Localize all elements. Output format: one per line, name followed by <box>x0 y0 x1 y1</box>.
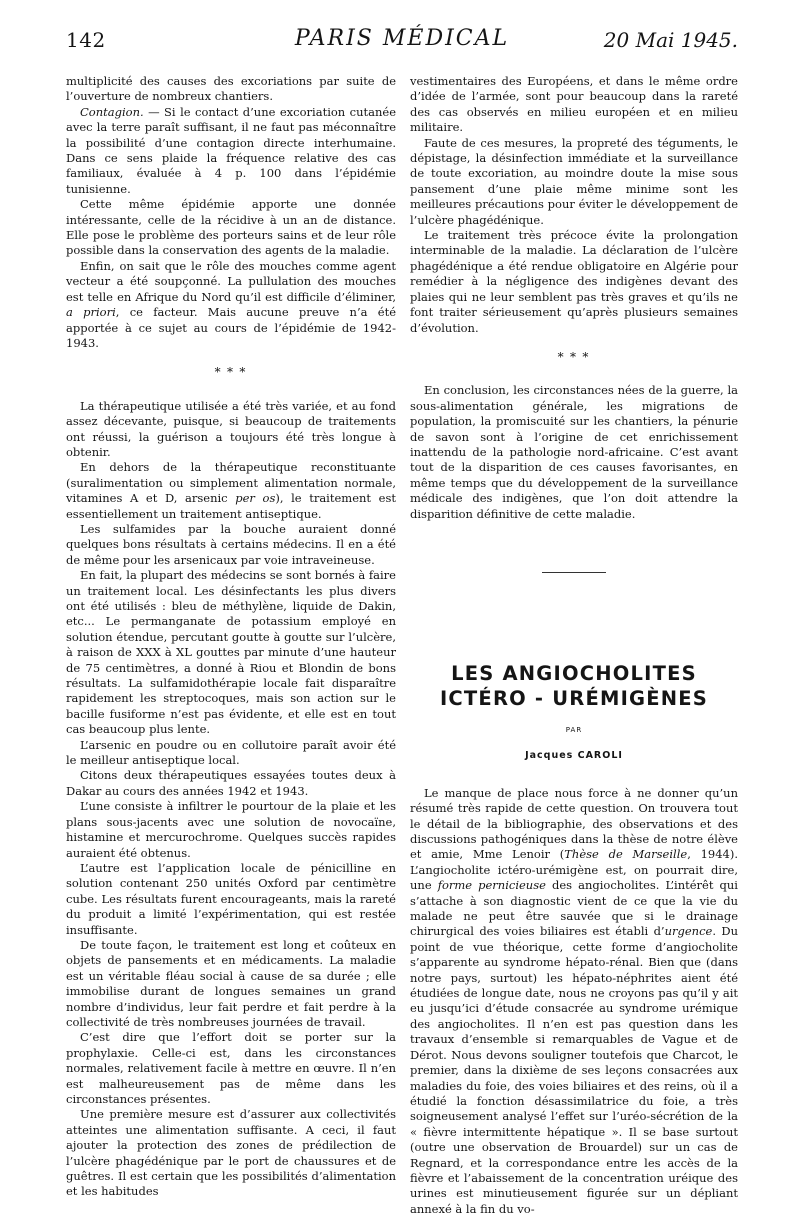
paragraph: L’arsenic en poudre ou en collutoire paraît avoir été le meilleur antiseptique local. <box>66 737 396 768</box>
left-column <box>66 74 396 1200</box>
paragraph: Contagion. — Si le contact d’une excoriation cutanée avec la terre paraît suffisant, il ne faut pas méconnaître la possibilité d’une contagion directe interhumaine. Dans ce sens plaide la fréquence relative des cas familiaux, évaluée à 4 p. 100 dans l’épidémie tunisienne. <box>66 104 396 196</box>
paragraph: Une première mesure est d’assurer aux collectivités atteintes une alimentation suffisante. A ceci, il faut ajouter la protection des zones de prédilection de l’ulcère phagédénique par le port de chaussures et de guêtres. Il est certain que les possibilités d’alimentation et les habitudes <box>66 1107 396 1199</box>
paragraph: vestimentaires des Européens, et dans le même ordre d’idée de l’armée, sont pour beaucoup dans la rareté des cas observés en milieu européen et en milieu militaire. <box>410 74 738 135</box>
paragraph: C’est dire que l’effort doit se porter sur la prophylaxie. Celle-ci est, dans les circonstances normales, relativement facile à mettre en œuvre. Il n’en est malheureusement pas de même dans les circonstances présentes. <box>66 1030 396 1106</box>
paragraph: Citons deux thérapeutiques essayées toutes deux à Dakar au cours des années 1942 et 1943. <box>66 768 396 798</box>
paragraph: De toute façon, le traitement est long et coûteux en objets de pansements et en médicaments. La maladie est un véritable fléau social à cause de sa durée ; elle immobilise durant de longues semaines un grand nombre d’individus, leur fait perdre et fait perdre à la collectivité de très nombreuses journées de travail. <box>66 937 396 1029</box>
page-header <box>66 26 738 66</box>
paragraph: La thérapeutique utilisée a été très variée, et au fond assez décevante, puisque, si beaucoup de traitements ont réussi, la guérison a toujours été très longue à obtenir. <box>66 398 396 459</box>
article-title <box>410 661 738 711</box>
paragraph: Faute de ces mesures, la propreté des téguments, le dépistage, la désinfection immédiate et la surveillance de toute excoriation, au moindre doute la mise sous pansement d’une plaie même minime sont les meilleures précautions pour éviter le développement de l’ulcère phagédénique. <box>410 135 738 227</box>
paragraph: Le traitement très précoce évite la prolongation interminable de la maladie. La déclaration de l’ulcère phagédénique a été rendue obligatoire en Algérie pour remédier à la négligence des indigènes devant des plaies qui ne leur semblent pas très graves et qu’ils ne font traiter sérieusement qu’après plusieurs semaines d’évolution. <box>410 228 738 335</box>
section-divider <box>542 572 606 573</box>
paragraph: Cette même épidémie apporte une donnée intéressante, celle de la récidive à un an de distance. Elle pose le problème des porteurs sains et de leur rôle possible dans la conservation des agents de la maladie. <box>66 197 396 258</box>
page-number: 142 <box>66 28 106 52</box>
right-column <box>410 74 738 1217</box>
paragraph: multiplicité des causes des excoriations par suite de l’ouverture de nombreux chantiers. <box>66 74 396 104</box>
author-name: Jacques CAROLI <box>525 750 623 762</box>
paragraph: Enfin, on sait que le rôle des mouches comme agent vecteur a été soupçonné. La pullulation des mouches est telle en Afrique du Nord qu’il est difficile d’éliminer, a priori, ce facteur. Mais aucune preuve n’a été apportée à ce sujet au cours de l’épidémie de 1942-1943. <box>66 258 396 350</box>
section-separator: * * * <box>214 365 248 380</box>
paragraph: L’une consiste à infiltrer le pourtour de la plaie et les plans sous-jacents avec une solution de novocaïne, histamine et mercurochrome. Quelques succès rapides auraient été obtenus. <box>66 799 396 860</box>
article-title-line: LES ANGIOCHOLITES <box>451 661 697 685</box>
paragraph: En dehors de la thérapeutique reconstituante (suralimentation ou simplement alimentation normale, vitamines A et D, arsenic per os), le traitement est essentiellement un traitement antiseptique. <box>66 460 396 521</box>
article-title-line: ICTÉRO - URÉMIGÈNES <box>439 686 709 710</box>
journal-title: PARIS MÉDICAL <box>294 26 510 51</box>
paragraph: En conclusion, les circonstances nées de la guerre, la sous-alimentation générale, les migrations de population, la promiscuité sur les chantiers, la pénurie de savon sont à l’origine de cet enrichissement inattendu de la pathologie nord-africaine. C’est avant tout de la disparition de ces causes favorisantes, en même temps que du développement de la surveillance médicale des indigènes, que l’on doit attendre la disparition définitive de cette maladie. <box>410 383 738 521</box>
section-label: Contagion. <box>80 104 144 119</box>
paragraph: En fait, la plupart des médecins se sont bornés à faire un traitement local. Les désinfectants les plus divers ont été utilisés : bleu de méthylène, liquide de Dakin, etc... Le permanganate de potassium employé en solution étendue, percutant goutte à goutte sur l’ulcère, à raison de XXX à XL gouttes par minute d’une hauteur de 75 centimètres, a donné à Riou et Blondin de bons résultats. La sulfamidothérapie locale fait disparaître rapidement les streptocoques, mais son action sur le bacille fusiforme n’est pas évidente, et elle est en tout cas beaucoup plus lente. <box>66 568 396 737</box>
byline-prefix: PAR <box>565 725 583 734</box>
section-separator: * * * <box>557 349 591 364</box>
paragraph: Le manque de place nous force à ne donner qu’un résumé très rapide de cette question. On trouvera tout le détail de la bibliographie, des observations et des discussions pathogéniques dans la thèse de notre élève et amie, Mme Lenoir (Thèse de Marseille, 1944). L’angiocholite ictéro-urémigène est, on pourrait dire, une forme pernicieuse des angiocholites. L’intérêt qui s’attache à son diagnostic vient de ce que la vie du malade ne peut être sauvée que si le drainage chirurgical des voies biliaires est établi d’urgence. Du point de vue théorique, cette forme d’angiocholite s’apparente au syndrome hépato-rénal. Bien que (dans notre pays, surtout) les hépato-néphrites aient été étudiées de longue date, nous ne croyons pas qu’il y ait eu jusqu’ici d’étude consacrée au syndrome urémique des angiocholites. Il n’en est pas question dans les travaux d’ensemble si remarquables de Vague et de Dérot. Nous devons souligner toutefois que Charcot, le premier, dans la dixième de ses leçons consacrées aux maladies du foie, des voies biliaires et des reins, où il a étudié la fonction désassimilatrice du foie, a très soigneusement analysé l’effet sur l’uréo-sécrétion de la « fièvre intermittente hépatique ». Il se base surtout (outre une observation de Brouardel) sur un cas de Regnard, et la correspondance entre les accès de la fièvre et l’abaissement de la concentration uréique des urines est minutieusement figurée sur un dépliant annexé à la fin du vo- <box>410 785 738 1216</box>
paragraph: Les sulfamides par la bouche auraient donné quelques bons résultats à certains médecins. Il en a été de même pour les arsenicaux par voie intraveineuse. <box>66 521 396 567</box>
issue-date: 20 Mai 1945. <box>603 28 738 52</box>
paragraph: L’autre est l’application locale de pénicilline en solution contenant 250 unités Oxford par centimètre cube. Les résultats furent encourageants, mais la rareté du produit a limité l’expérimentation, qui est restée insuffisante. <box>66 860 396 937</box>
